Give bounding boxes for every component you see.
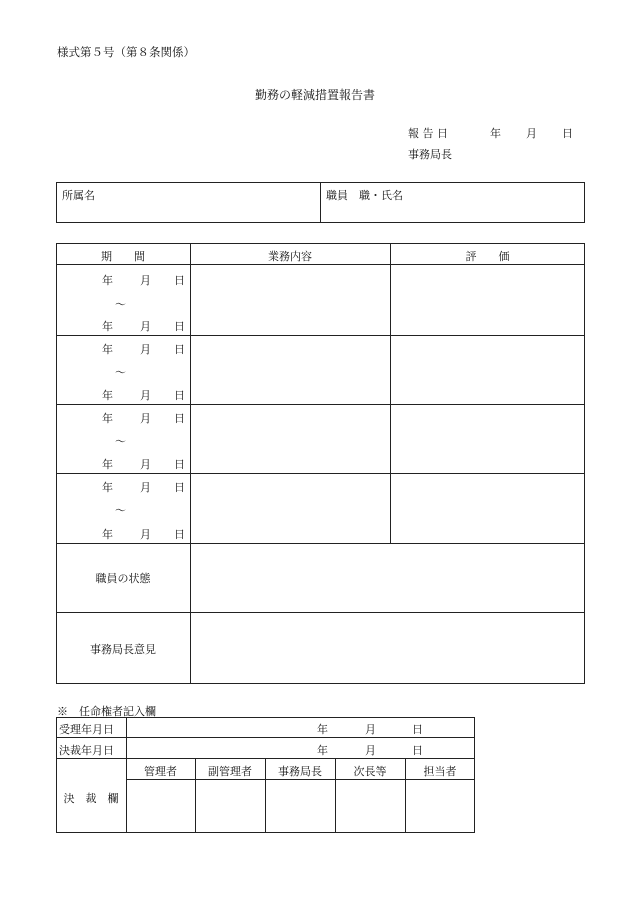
staff-condition-cell[interactable] [192,545,583,611]
approver-manager-header: 管理者 [144,765,177,778]
work-table-col-divider-1 [190,243,191,684]
stamp-box-deputy-director[interactable] [337,781,403,831]
period-start-month: 月 [140,343,151,356]
period-tilde: 〜 [115,435,126,448]
col-period-header: 期 間 [101,250,145,263]
approver-header-rule [126,779,475,780]
period-end-day: 日 [174,458,185,471]
stamp-box-manager[interactable] [128,781,193,831]
period-end-month: 月 [140,458,151,471]
department-field[interactable] [130,200,315,220]
staff-condition-label: 職員の状態 [95,572,151,585]
stamp-box-staff[interactable] [407,781,473,831]
received-date-field[interactable] [130,719,470,736]
period-start-day: 日 [174,481,185,494]
col-content-header: 業務内容 [268,250,312,263]
col-evaluation-header: 評 価 [465,250,510,263]
staff-field[interactable] [410,200,580,220]
period-tilde: 〜 [115,298,126,311]
received-year-label: 年 [317,723,328,736]
stamp-box-director[interactable] [267,781,333,831]
approval-label: 決 裁 欄 [63,792,119,805]
period-end-year: 年 [102,389,113,402]
header-fields-divider [320,182,321,223]
evaluation-cell[interactable] [392,337,583,403]
period-end-year: 年 [102,458,113,471]
page-title: 勤務の軽減措置報告書 [254,88,375,102]
staff-label: 職員 職・氏名 [326,189,403,202]
decided-year-label: 年 [317,744,328,757]
approver-deputy-manager-header: 副管理者 [208,765,252,778]
content-cell[interactable] [192,475,388,542]
addressee-label: 事務局長 [408,148,452,161]
approver-director-header: 事務局長 [278,765,322,778]
form-number: 様式第５号（第８条関係） [57,45,195,59]
work-table-rule [56,404,585,405]
period-end-year: 年 [102,320,113,333]
content-cell[interactable] [192,406,388,472]
appointer-section-title: ※ 任命権者記入欄 [57,705,156,718]
received-month-label: 月 [365,723,376,736]
content-cell[interactable] [192,337,388,403]
approver-staff-header: 担当者 [423,765,457,778]
received-date-label: 受理年月日 [59,723,114,736]
work-table-rule [56,335,585,336]
period-start-month: 月 [140,274,151,287]
period-start-month: 月 [140,481,151,494]
content-cell[interactable] [192,266,388,334]
decided-date-field[interactable] [130,740,470,757]
period-end-month: 月 [140,320,151,333]
period-start-month: 月 [140,412,151,425]
evaluation-cell[interactable] [392,475,583,542]
work-table-col-divider-2 [390,243,391,543]
department-label: 所属名 [62,189,95,202]
evaluation-cell[interactable] [392,406,583,472]
report-date-label: 報 告 日 [408,127,448,140]
stamp-box-deputy-manager[interactable] [197,781,263,831]
evaluation-cell[interactable] [392,266,583,334]
decided-date-label: 決裁年月日 [59,744,114,757]
received-day-label: 日 [412,723,423,736]
work-table-rule [56,543,585,544]
period-end-year: 年 [102,528,113,541]
period-start-day: 日 [174,343,185,356]
period-start-year: 年 [102,481,113,494]
work-table-rule [56,473,585,474]
period-end-month: 月 [140,528,151,541]
period-start-year: 年 [102,343,113,356]
work-table-rule [56,612,585,613]
approver-deputy-director-header: 次長等 [353,765,387,778]
director-opinion-label: 事務局長意見 [90,643,156,656]
period-end-day: 日 [174,389,185,402]
period-start-day: 日 [174,412,185,425]
report-day-label: 日 [562,127,573,140]
period-end-day: 日 [174,528,185,541]
period-start-year: 年 [102,412,113,425]
period-tilde: 〜 [115,504,126,517]
period-end-day: 日 [174,320,185,333]
director-opinion-cell[interactable] [192,614,583,683]
period-tilde: 〜 [115,366,126,379]
decided-day-label: 日 [412,744,423,757]
report-month-label: 月 [526,127,537,140]
period-start-year: 年 [102,274,113,287]
decided-month-label: 月 [365,744,376,757]
report-year-label: 年 [490,127,501,140]
period-end-month: 月 [140,389,151,402]
work-table-header-rule [56,264,585,265]
period-start-day: 日 [174,274,185,287]
appointer-table-rule [56,737,475,738]
